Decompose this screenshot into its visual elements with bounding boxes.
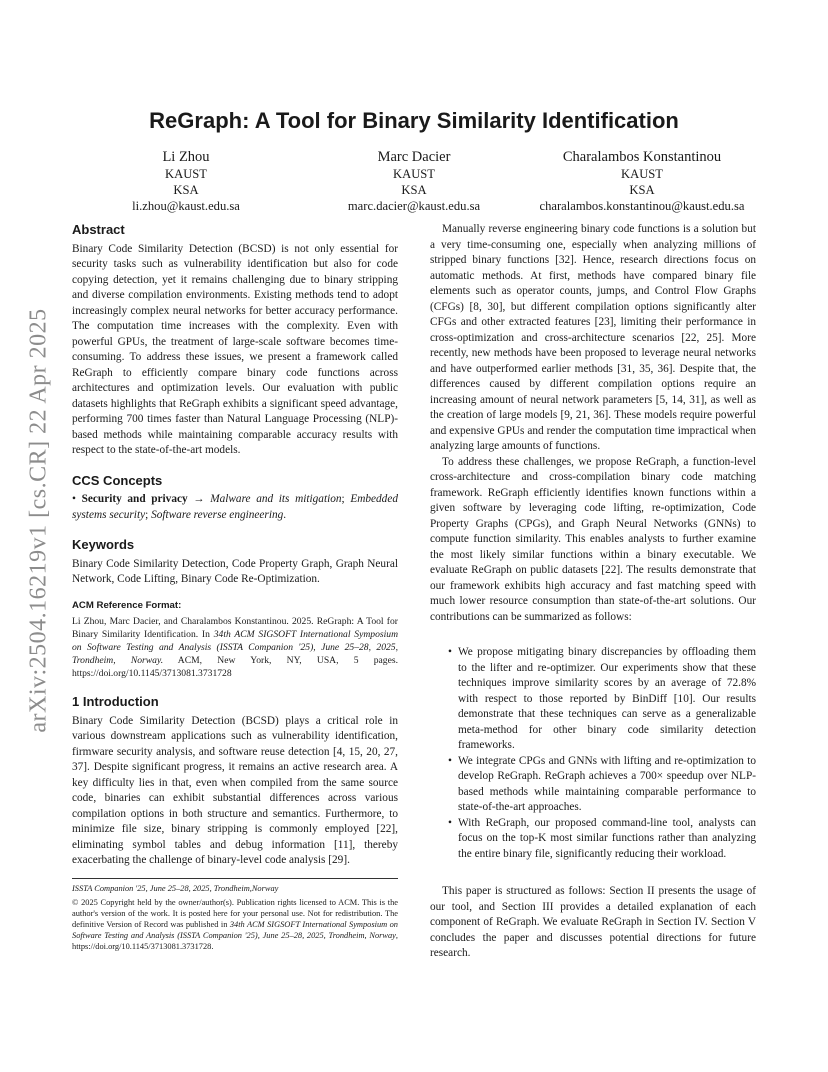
ccs-heading: CCS Concepts bbox=[72, 472, 163, 488]
body-paragraph: This paper is structured as follows: Section II presents the usage of our tool, and Section III provides a detailed explanation of each component of ReGraph. We evaluate ReGraph in Section IV. Section V concludes the paper and discusses potential directions for future research. bbox=[430, 885, 756, 959]
venue-line: ISSTA Companion '25, June 25–28, 2025, Trondheim,Norway bbox=[72, 884, 279, 893]
author-email: li.zhou@kaust.edu.sa bbox=[132, 199, 240, 213]
acm-ref-heading: ACM Reference Format: bbox=[72, 599, 182, 611]
abstract-text: Binary Code Similarity Detection (BCSD) is not only essential for security tasks such as vulnerability identification but also for code copying detection, yet it remains challenging due to binary stripping and diverse compilation environments. Existing methods tend to adopt increasingly complex neural networks for better accuracy performance. The computation time increases with the complexity. Even with powerful GPUs, the treatment of large-scale software becomes time-consuming. To address these issues, we present a framework called ReGraph to efficiently compare binary code functions across architectures and optimization levels. Our evaluation with public datasets highlights that ReGraph exhibits a significant speed advantage, performing 700 times faster than Natural Language Processing (NLP)-based methods while maintaining comparable accuracy results with respect to the state-of-the-art models. bbox=[72, 242, 398, 456]
list-item: • With ReGraph, our proposed command-line tool, analysts can focus on the top-K most similar functions rather than analyzing the entire binary file, significantly reducing their workload. bbox=[448, 816, 756, 860]
author-1 bbox=[72, 148, 300, 214]
ccs-text: • Security and privacy → Malware and its mitigation; Embedded systems security; Software reverse engineering. bbox=[72, 493, 398, 521]
author-email: marc.dacier@kaust.edu.sa bbox=[347, 199, 481, 213]
right-column bbox=[430, 222, 756, 962]
body-paragraph: Manually reverse engineering binary code functions is a solution but a very time-consuming one, especially when analyzing millions of stripped binary functions [32]. Hence, research directions focus on automatic methods. At first, methods have compared binary file elements such as operator counts, jumps, and Control Flow Graphs (CFGs) [8, 30], but different compilation options significantly alter CFGs and other extracted features [23], limiting their performance in cross-optimization and cross-architecture scenarios [22, 25]. More recently, new methods have been proposed to leverage neural networks and have outperformed earlier methods [31, 35, 36]. Despite that, the differences caused by different compilation options require an increasing amount of neural network parameters [5, 14, 31], as well as the creation of large models [9, 21, 36]. These models require powerful and expensive GPUs and render the computation time impractical when analyzing large amounts of functions. bbox=[430, 223, 756, 452]
author-2 bbox=[300, 148, 528, 214]
intro-heading: 1 Introduction bbox=[72, 694, 159, 709]
intro-text: Binary Code Similarity Detection (BCSD) plays a critical role in various downstream applications such as vulnerability identification, firmware security analysis, and software reuse detection [4, 15, 20, 27, 37]. Despite significant progress, it remains an active research area. A key difficulty lies in that, even when compiled from the same source code, binaries can exhibit substantial differences across various compilation options in both structure and semantics. Furthermore, to minimize file size, binary stripping is commonly employed [22], eliminating symbol tables and debug information [11], thereby exacerbating the challenge of binary-level code analysis [29]. bbox=[72, 714, 398, 866]
copyright-notice: © 2025 Copyright held by the owner/author(s). Publication rights licensed to ACM. This is the author's version of the work. It is posted here for your personal use. Not for redistribution. The definitive Version of Record was published in 34th ACM SIGSOFT International Symposium on Software Testing and Analysis (ISSTA Companion '25), June 25–28, 2025, Trondheim, Norway, https://doi.org/10.1145/3713081.3731728. bbox=[72, 898, 398, 951]
author-affiliation: KAUST bbox=[165, 167, 207, 181]
arxiv-stamp bbox=[22, 280, 56, 760]
footnote-block bbox=[72, 878, 398, 955]
body-paragraph: To address these challenges, we propose ReGraph, a function-level cross-architecture and cross-compilation binary code matching framework. ReGraph efficiently identifies known functions within a given software by leveraging code lifting, re-optimization, Code Property Graphs (CPGs), and Graph Neural Networks (GNNs) to compute function similarity. This enables analysts to further examine the most likely similar functions within a binary executable. We evaluate ReGraph on public datasets [22]. The results demonstrate that our framework exhibits high accuracy and fast matching speed with much lower resource consumption than state-of-the-art solutions. Our contributions can be summarized as follows: bbox=[430, 455, 756, 623]
left-column bbox=[72, 222, 398, 869]
author-block bbox=[72, 148, 756, 214]
author-name: Charalambos Konstantinou bbox=[562, 149, 722, 165]
keywords-heading: Keywords bbox=[72, 537, 135, 552]
keywords-text: Binary Code Similarity Detection, Code Property Graph, Graph Neural Network, Code Lifting, Binary Code Re-Optimization. bbox=[72, 557, 398, 585]
author-affiliation: KAUST bbox=[621, 167, 663, 181]
abstract-heading: Abstract bbox=[72, 222, 125, 237]
author-country: KSA bbox=[401, 183, 427, 197]
author-country: KSA bbox=[629, 183, 655, 197]
list-item: • We integrate CPGs and GNNs with lifting and re-optimization to develop ReGraph. ReGraph achieves a 700× speedup over NLP-based methods while maintaining comparable performance to state-of-the-art approaches. bbox=[448, 754, 756, 813]
author-affiliation: KAUST bbox=[393, 167, 435, 181]
author-email: charalambos.konstantinou@kaust.edu.sa bbox=[539, 199, 745, 213]
arxiv-stamp-text: arXiv:2504.16219v1 [cs.CR] 22 Apr 2025 bbox=[25, 307, 52, 733]
author-name: Li Zhou bbox=[162, 149, 210, 165]
list-item: • We propose mitigating binary discrepancies by offloading them to the lifter and re-optimizer. Our experiments show that these techniques improve similarity scores by an average of 72.8% with respect to those reported by BinDiff [10]. Our results demonstrate that these techniques can serve as a generalizable meta-method for other binary code similarity detection frameworks. bbox=[448, 646, 756, 751]
author-country: KSA bbox=[173, 183, 199, 197]
author-3 bbox=[528, 148, 756, 214]
footnote-rule bbox=[72, 878, 398, 879]
contribution-list bbox=[430, 645, 756, 862]
author-name: Marc Dacier bbox=[377, 149, 451, 165]
paper-title: ReGraph: A Tool for Binary Similarity Identification bbox=[149, 108, 679, 133]
acm-ref-text: Li Zhou, Marc Dacier, and Charalambos Konstantinou. 2025. ReGraph: A Tool for Binary Similarity Identification. In 34th ACM SIGSOFT International Symposium on Software Testing and Analysis (ISSTA Companion '25), June 25–28, 2025, Trondheim, Norway. ACM, New York, NY, USA, 5 pages. https://doi.org/10.1145/3713081.3731728 bbox=[72, 616, 398, 679]
